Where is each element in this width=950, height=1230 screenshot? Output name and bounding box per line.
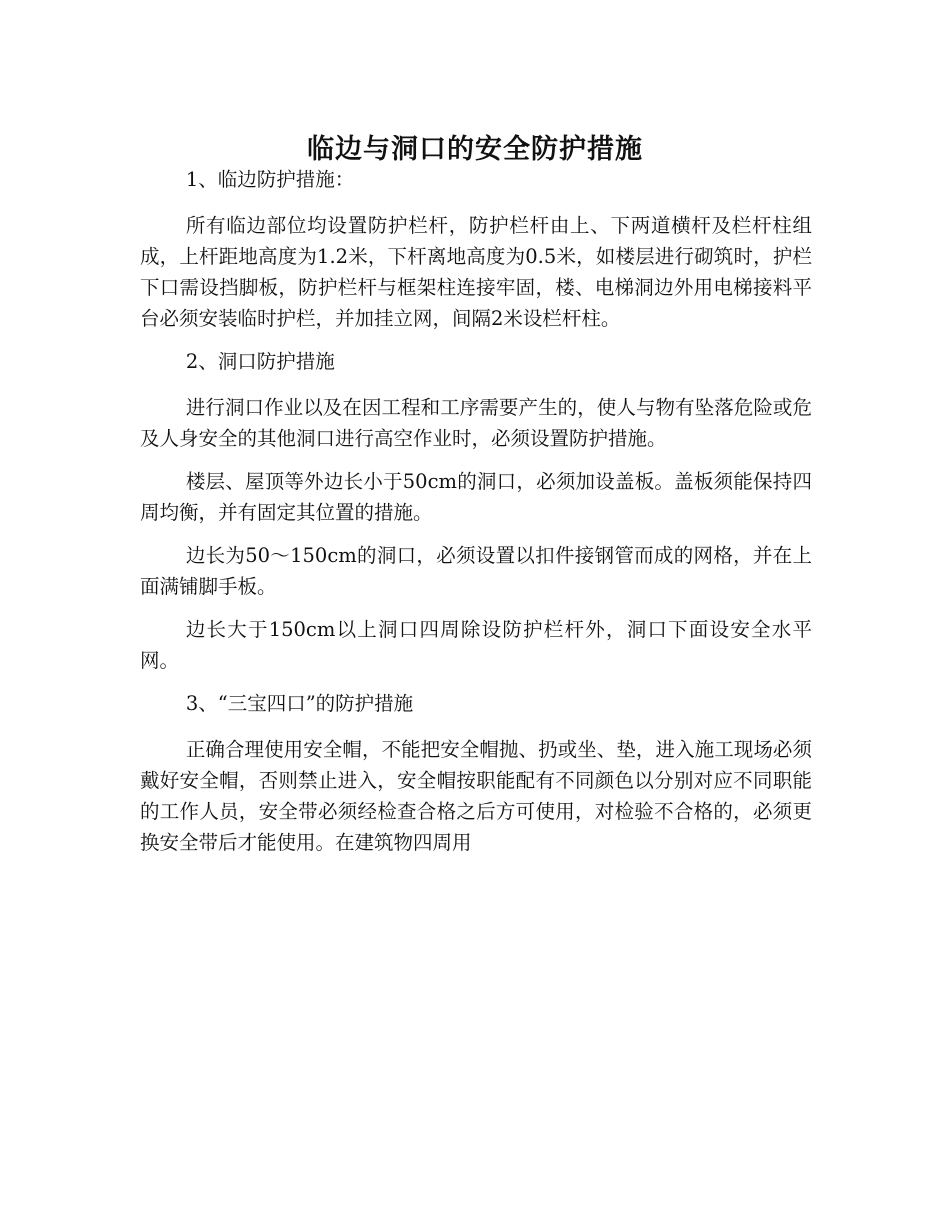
paragraph-opening-large: 边长大于150cm以上洞口四周除设防护栏杆外，洞口下面设安全水平网。 [140, 618, 812, 672]
section-heading-edge-protection: 1、临边防护措施： [185, 168, 355, 191]
paragraph-opening-medium: 边长为50～150cm的洞口，必须设置以扣件接钢管而成的网格，并在上面满铺脚手板。 [140, 544, 812, 598]
paragraph-three-treasures: 正确合理使用安全帽，不能把安全帽抛、扔或坐、垫，进入施工现场必须戴好安全帽，否则禁止进入，安全帽按职能配有不同颜色以分别对应不同职能的工作人员，安全带必须经检查合格之后方可使用，对检验不合格的，必须更换安全带后才能使用。在建筑物四周用 [140, 738, 812, 854]
paragraph-opening-small: 楼层、屋顶等外边长小于50cm的洞口，必须加设盖板。盖板须能保持四周均衡，并有固定其位置的措施。 [140, 470, 812, 524]
section-heading-opening-protection: 2、洞口防护措施 [185, 350, 335, 373]
paragraph-edge-protection: 所有临边部位均设置防护栏杆，防护栏杆由上、下两道横杆及栏杆柱组成，上杆距地高度为1.2米，下杆离地高度为0.5米，如楼层进行砌筑时，护栏下口需设挡脚板，防护栏杆与框架柱连接牢固，楼、电梯洞边外用电梯接料平台必须安装临时护栏，并加挂立网，间隔2米设栏杆柱。 [140, 214, 812, 330]
document-title: 临边与洞口的安全防护措施 [307, 134, 643, 166]
section-heading-three-treasures: 3、“三宝四口”的防护措施 [185, 692, 414, 715]
paragraph-opening-general: 进行洞口作业以及在因工程和工序需要产生的，使人与物有坠落危险或危及人身安全的其他洞口进行高空作业时，必须设置防护措施。 [140, 396, 812, 450]
document-body [140, 164, 812, 870]
